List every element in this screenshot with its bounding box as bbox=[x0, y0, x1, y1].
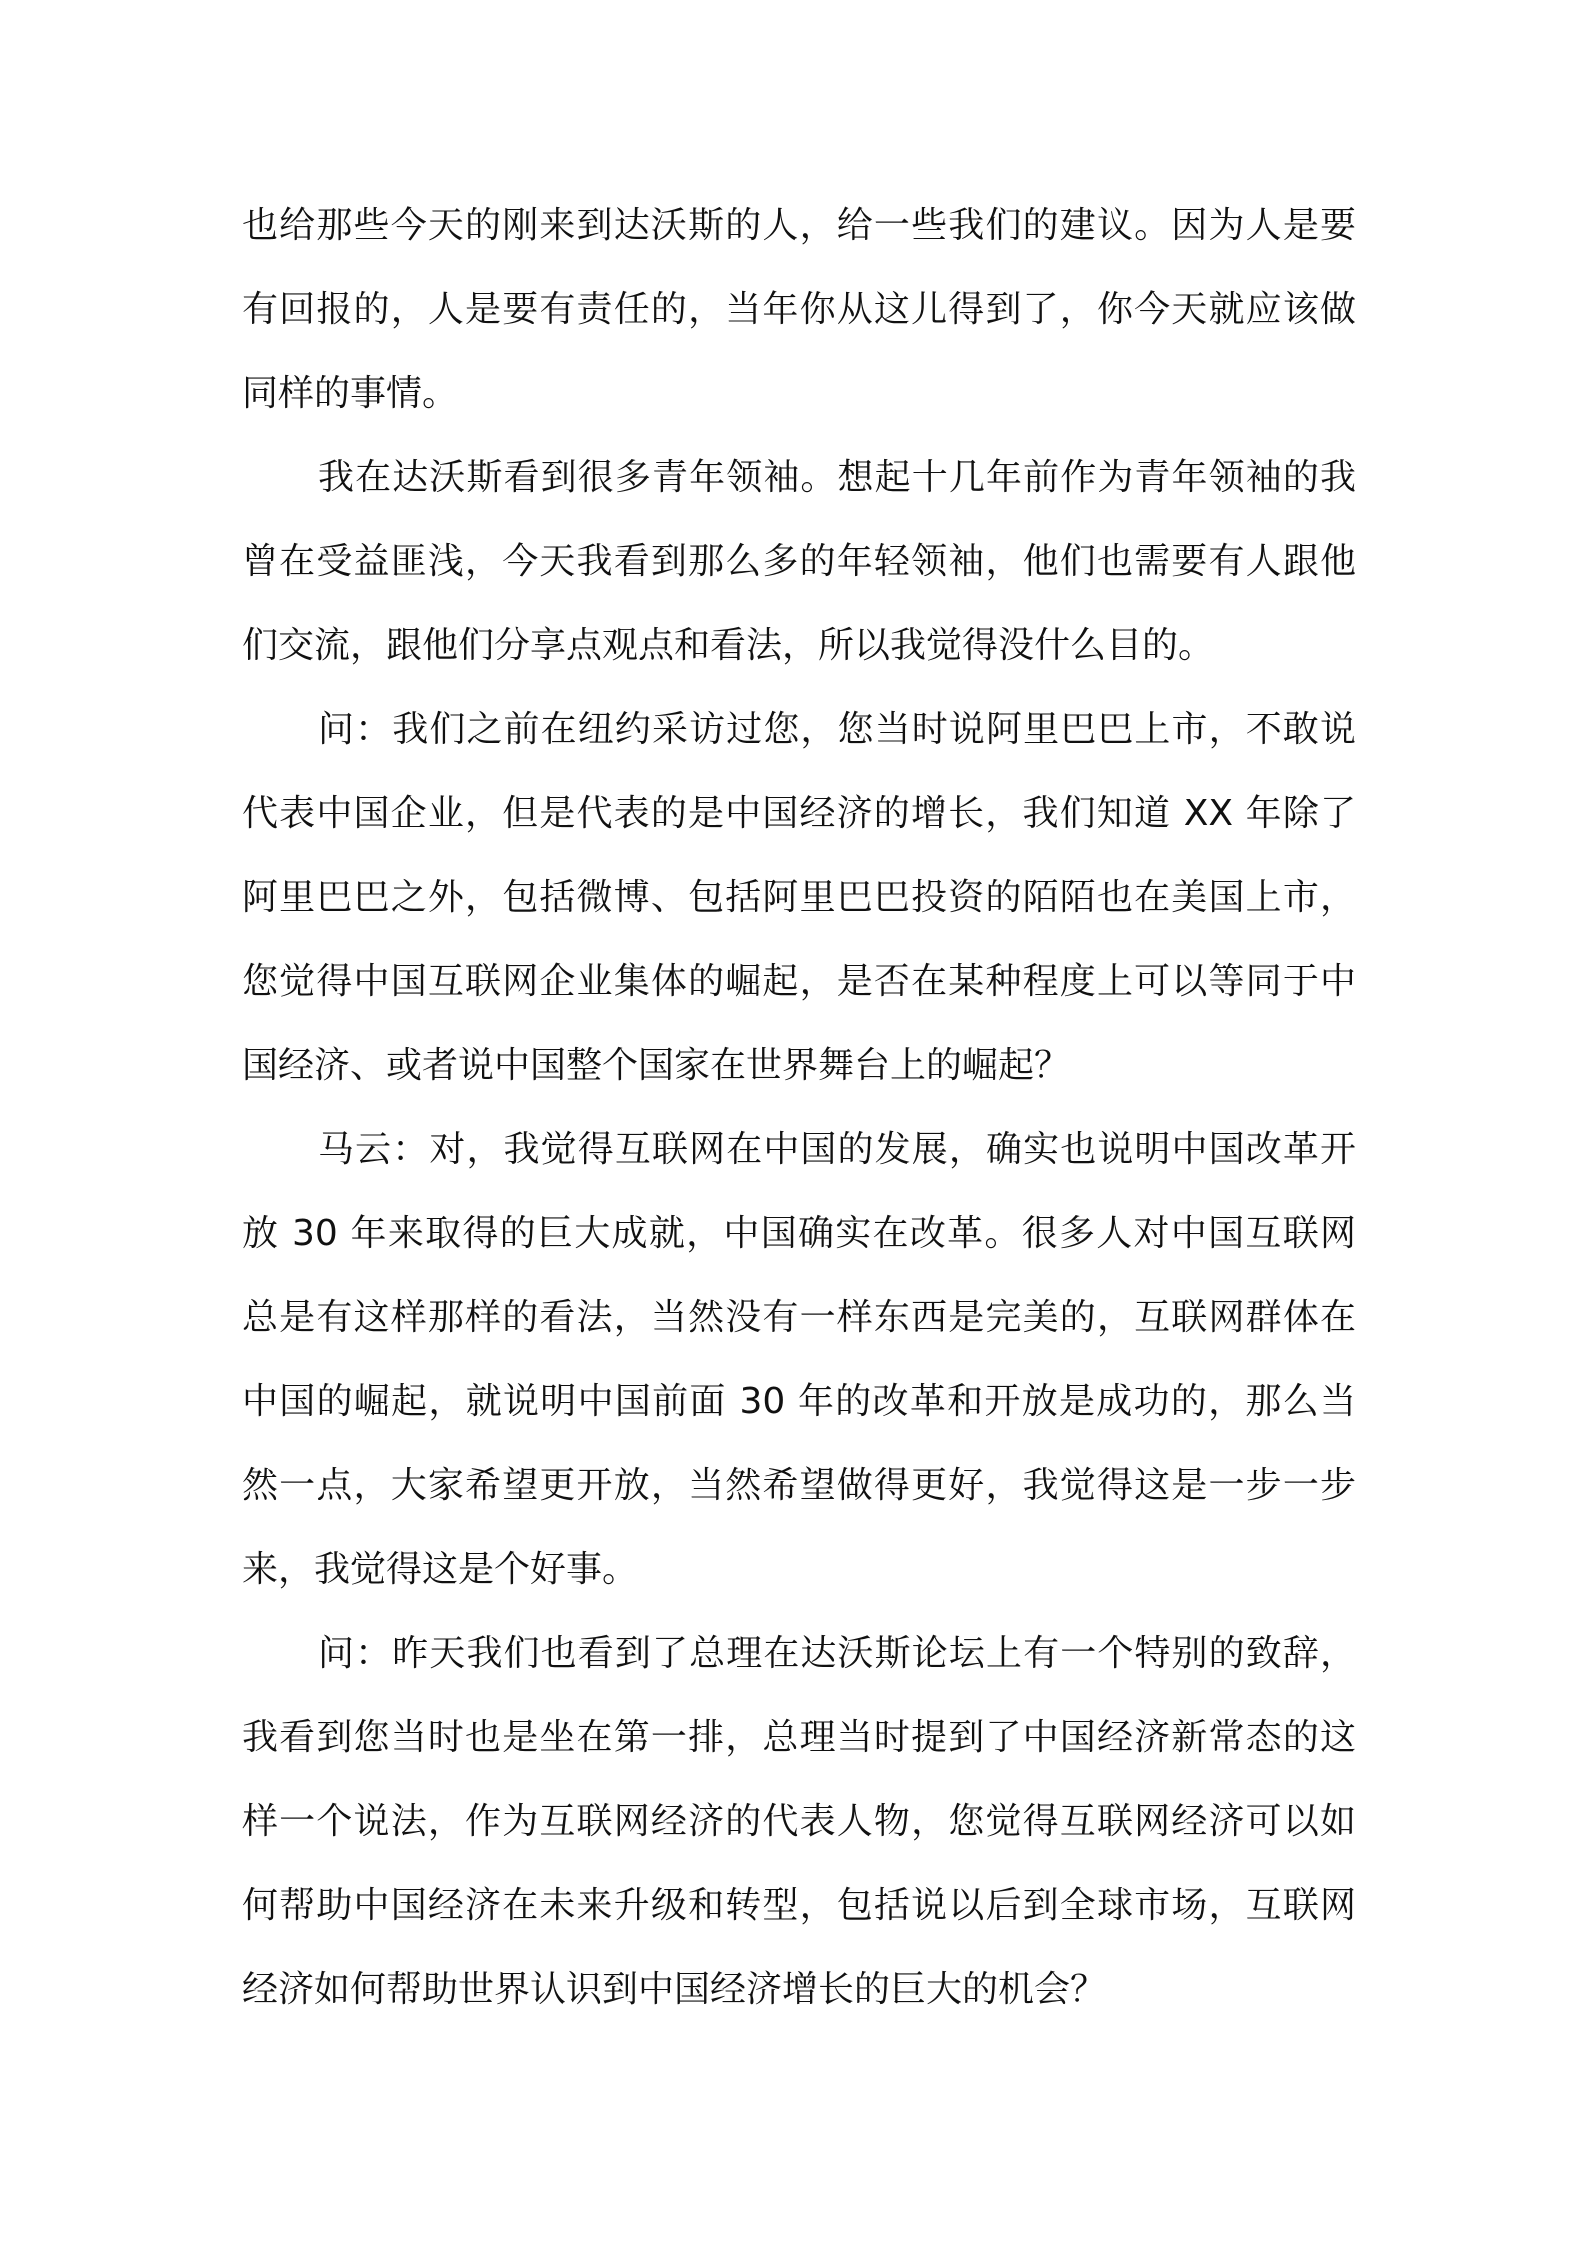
text-line: 阿里巴巴之外，包括微博、包括阿里巴巴投资的陌陌也在美国上市， bbox=[242, 877, 1356, 918]
text-line: 国经济、或者说中国整个国家在世界舞台上的崛起？ bbox=[242, 1045, 1071, 1086]
text-line: 我看到您当时也是坐在第一排，总理当时提到了中国经济新常态的这 bbox=[242, 1717, 1356, 1758]
text-line: 问：昨天我们也看到了总理在达沃斯论坛上有一个特别的致辞， bbox=[318, 1633, 1356, 1674]
text-line: 也给那些今天的刚来到达沃斯的人，给一些我们的建议。因为人是要 bbox=[242, 205, 1356, 246]
text-line: 放 30 年来取得的巨大成就，中国确实在改革。很多人对中国互联网 bbox=[242, 1213, 1356, 1254]
text-line: 问：我们之前在纽约采访过您，您当时说阿里巴巴上市，不敢说 bbox=[318, 709, 1356, 750]
paragraph bbox=[242, 184, 1356, 436]
body-text bbox=[242, 184, 1356, 2032]
text-line: 然一点，大家希望更开放，当然希望做得更好，我觉得这是一步一步 bbox=[242, 1465, 1356, 1506]
text-line: 中国的崛起，就说明中国前面 30 年的改革和开放是成功的，那么当 bbox=[242, 1381, 1356, 1422]
text-line: 们交流，跟他们分享点观点和看法，所以我觉得没什么目的。 bbox=[242, 625, 1215, 666]
text-line: 同样的事情。 bbox=[242, 373, 459, 414]
paragraph bbox=[242, 1108, 1356, 1612]
text-line: 有回报的，人是要有责任的，当年你从这儿得到了，你今天就应该做 bbox=[242, 289, 1356, 330]
paragraph bbox=[242, 436, 1356, 688]
text-line: 何帮助中国经济在未来升级和转型，包括说以后到全球市场，互联网 bbox=[242, 1885, 1356, 1926]
text-line: 曾在受益匪浅，今天我看到那么多的年轻领袖，他们也需要有人跟他 bbox=[242, 541, 1356, 582]
paragraph bbox=[242, 688, 1356, 1108]
text-line: 经济如何帮助世界认识到中国经济增长的巨大的机会？ bbox=[242, 1969, 1107, 2010]
text-line: 来，我觉得这是个好事。 bbox=[242, 1549, 639, 1590]
paragraph bbox=[242, 1612, 1356, 2032]
text-line: 我在达沃斯看到很多青年领袖。想起十几年前作为青年领袖的我 bbox=[318, 457, 1356, 498]
text-line: 代表中国企业，但是代表的是中国经济的增长，我们知道 XX 年除了 bbox=[242, 793, 1356, 834]
text-line: 您觉得中国互联网企业集体的崛起，是否在某种程度上可以等同于中 bbox=[242, 961, 1356, 1002]
text-line: 样一个说法，作为互联网经济的代表人物，您觉得互联网经济可以如 bbox=[242, 1801, 1356, 1842]
text-line: 总是有这样那样的看法，当然没有一样东西是完美的，互联网群体在 bbox=[242, 1297, 1356, 1338]
text-line: 马云：对，我觉得互联网在中国的发展，确实也说明中国改革开 bbox=[318, 1129, 1356, 1170]
